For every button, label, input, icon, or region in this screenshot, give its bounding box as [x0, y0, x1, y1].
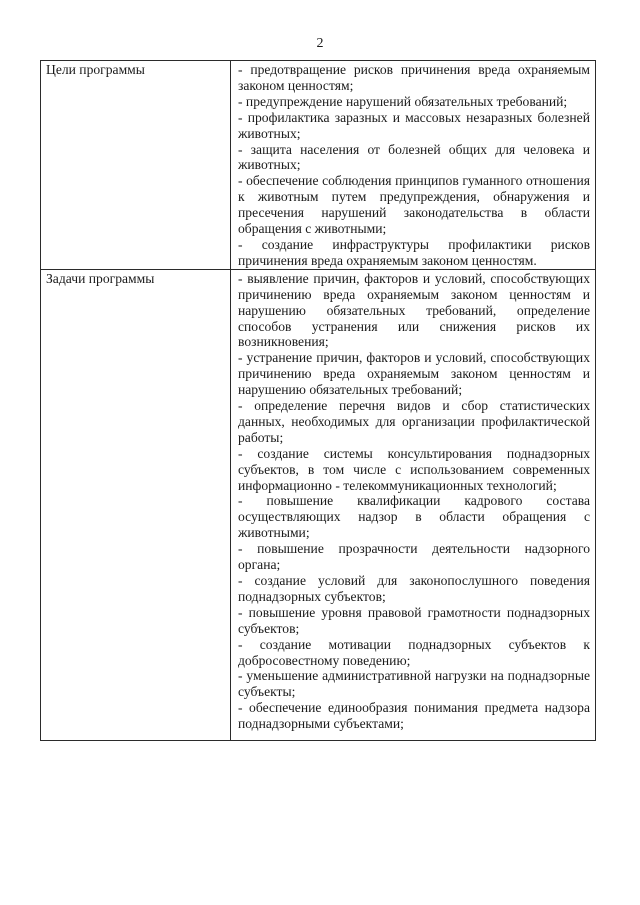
task-item: - создание мотивации поднадзорных субъектов к добросовестному поведению;: [238, 636, 590, 668]
task-item: - повышение прозрачности деятельности надзорного органа;: [238, 541, 590, 573]
page-number: 2: [316, 36, 324, 51]
tasks-label: Задачи программы: [46, 270, 155, 286]
goal-item: - профилактика заразных и массовых незаразных болезней животных;: [238, 109, 590, 141]
tasks-content-cell: [231, 269, 596, 740]
task-item: - устранение причин, факторов и условий, способствующих причинению вреда охраняемым законом ценностям и нарушению обязательных требований;: [238, 350, 590, 398]
task-item: - создание системы консультирования поднадзорных субъектов, в том числе с использованием современных информационно - телекоммуникационных технологий;: [238, 445, 590, 493]
goals-label-cell: [41, 61, 231, 270]
task-item: - повышение квалификации кадрового состава осуществляющих надзор в области обращения с животными;: [238, 493, 590, 541]
table-row-goals: [41, 61, 596, 270]
task-item: - определение перечня видов и сбор статистических данных, необходимых для организации профилактической работы;: [238, 398, 590, 445]
task-item: - уменьшение административной нагрузки на поднадзорные субъекты;: [238, 668, 590, 700]
goal-item: - предупреждение нарушений обязательных требований;: [238, 93, 568, 109]
goal-item: - защита населения от болезней общих для человека и животных;: [238, 141, 590, 173]
goals-label: Цели программы: [46, 62, 145, 77]
task-item: - выявление причин, факторов и условий, способствующих причинению вреда охраняемым законом ценностям и нарушению обязательных требований, определение способов устранения или снижения рисков их возникновения;: [238, 270, 590, 350]
task-item: - создание условий для законопослушного поведения поднадзорных субъектов;: [238, 573, 590, 604]
goal-item: - обеспечение соблюдения принципов гуманного отношения к животным путем предупреждения, обнаружения и пресечения нарушений законодательства в области обращения с животными;: [238, 173, 590, 237]
task-item: - повышение уровня правовой грамотности поднадзорных субъектов;: [238, 604, 590, 636]
goal-item: - предотвращение рисков причинения вреда охраняемым законом ценностям;: [238, 62, 590, 93]
goals-content-cell: [231, 61, 596, 270]
tasks-label-cell: [41, 269, 231, 740]
program-table: [40, 60, 596, 741]
table-row-tasks: [41, 269, 596, 740]
goal-item: - создание инфраструктуры профилактики рисков причинения вреда охраняемым законом ценностям.: [238, 236, 590, 268]
task-item: - обеспечение единообразия понимания предмета надзора поднадзорными субъектами;: [238, 700, 590, 732]
